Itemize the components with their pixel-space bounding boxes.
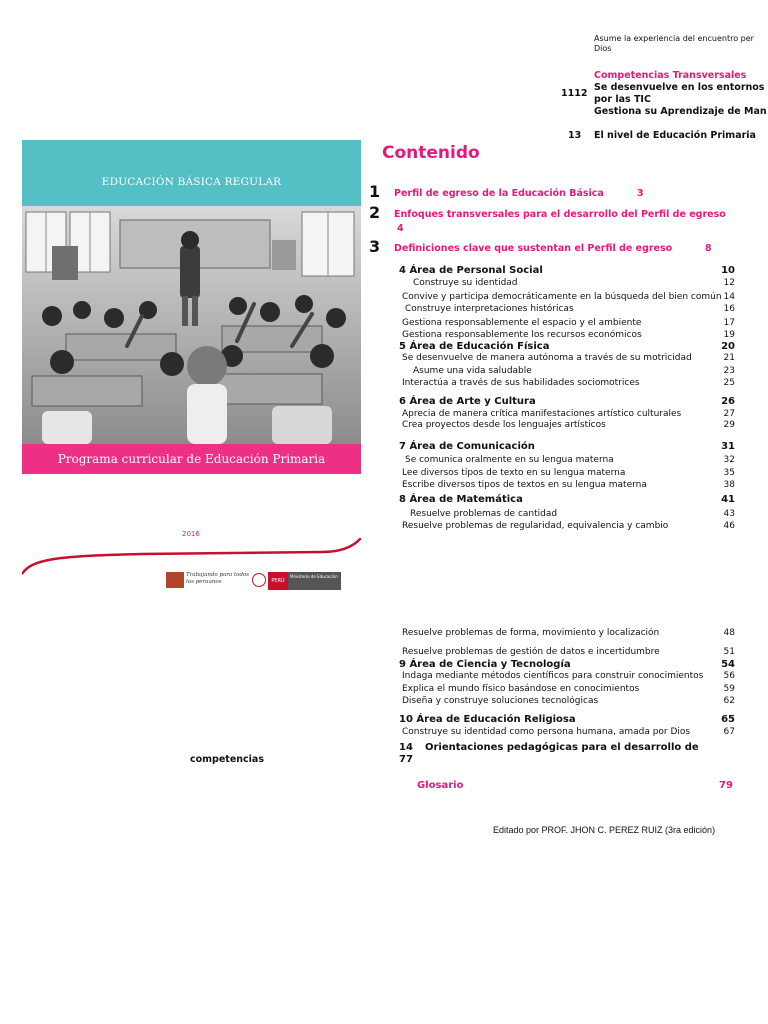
competencias-transversales-heading: Competencias Transversales [594,70,747,81]
toc-item[interactable]: Convive y participa democráticamente en la búsqueda del bien común [402,292,722,302]
ministry-logo-box: Ministerio de Educación [288,572,341,590]
section-1-page: 3 [637,188,644,199]
toc-item[interactable]: Diseña y construye soluciones tecnológicas [402,696,599,706]
area-4-page: 10 [721,265,735,276]
campaign-logo-photo [166,572,184,588]
toc-item[interactable]: Construye interpretaciones históricas [405,304,574,314]
toc-item-page: 17 [723,318,735,328]
cover-program-band [22,444,361,474]
area-4-title[interactable]: 4 Área de Personal Social [399,265,543,276]
cover-header-band [22,140,361,206]
toc-item[interactable]: Aprecia de manera crítica manifestaciones artístico culturales [402,409,682,419]
toc-item-page: 29 [723,420,735,430]
area-6-page: 26 [721,396,735,407]
toc-item[interactable]: Gestiona responsablemente los recursos económicos [402,330,642,340]
toc-item-page: 43 [723,509,735,519]
toc-item-page: 59 [723,684,735,694]
cover-program-title: Programa curricular de Educación Primaria [57,452,326,466]
toc-item-page: 19 [723,330,735,340]
competencias-label: competencias [190,754,265,765]
section-3-number: 3 [369,237,381,256]
contenido-title: Contenido [382,143,480,163]
toc-item-page: 46 [723,521,735,531]
page-13: 13 [568,130,582,141]
toc-item-page: 21 [723,353,735,363]
area-9-page: 54 [721,659,735,670]
toc-item[interactable]: Crea proyectos desde los lenguajes artísticos [402,420,606,430]
section-1-number: 1 [369,182,381,201]
section-14-link[interactable]: Orientaciones pedagógicas para el desarrollo de [425,742,699,753]
section-2-link[interactable]: Enfoques transversales para el desarrollo del Perfil de egreso [394,209,726,220]
glosario-page: 79 [719,780,733,791]
toc-item-page: 56 [723,671,735,681]
section-3-link[interactable]: Definiciones clave que sustentan el Perfil de egreso [394,243,673,254]
cover-year: 2016 [182,530,200,538]
cover-header-text: EDUCACIÓN BÁSICA REGULAR [101,176,282,188]
toc-item-page: 23 [723,366,735,376]
section-14-number: 14 [399,742,413,753]
classroom-photo [22,206,361,444]
area-7-title[interactable]: 7 Área de Comunicación [399,441,535,452]
toc-item[interactable]: Interactúa a través de sus habilidades sociomotrices [402,378,640,388]
toc-item[interactable]: Se comunica oralmente en su lengua materna [405,455,614,465]
toc-item-page: 38 [723,480,735,490]
section-14-page: 77 [399,754,413,765]
overflow-line-2: Dios [594,44,612,53]
toc-item[interactable]: Gestiona responsablemente el espacio y el ambiente [402,318,642,328]
section-1-link[interactable]: Perfil de egreso de la Educación Básica [394,188,604,199]
area-9-title[interactable]: 9 Área de Ciencia y Tecnología [399,659,571,670]
toc-item[interactable]: Resuelve problemas de forma, movimiento y localización [402,628,660,638]
peru-logo-box: PERÚ [268,572,288,590]
toc-item[interactable]: Explica el mundo físico basándose en conocimientos [402,684,640,694]
area-6-title[interactable]: 6 Área de Arte y Cultura [399,396,536,407]
aprendizaje-line: Gestiona su Aprendizaje de Man [594,106,767,117]
toc-item[interactable]: Lee diversos tipos de texto en su lengua materna [402,468,626,478]
toc-item-page: 62 [723,696,735,706]
entornos-line-2: por las TIC [594,94,651,105]
toc-item[interactable]: Asume una vida saludable [413,366,532,376]
toc-item-page: 48 [723,628,735,638]
toc-item[interactable]: Resuelve problemas de cantidad [410,509,558,519]
toc-item-page: 51 [723,647,735,657]
area-10-title[interactable]: 10 Área de Educación Religiosa [399,714,576,725]
toc-item-page: 14 [723,292,735,302]
edition-credit: Editado por PROF. JHON C. PEREZ RUIZ (3ra edición) [493,825,716,835]
overflow-line-1: Asume la experiencia del encuentro per [594,34,754,43]
section-2-page: 4 [397,223,404,234]
area-5-page: 20 [721,341,735,352]
toc-item-page: 12 [723,278,735,288]
toc-item[interactable]: Construye su identidad [413,278,518,288]
toc-item[interactable]: Construye su identidad como persona humana, amada por Dios [402,727,691,737]
toc-item[interactable]: Resuelve problemas de regularidad, equivalencia y cambio [402,521,669,531]
book-cover [22,140,361,590]
area-10-page: 65 [721,714,735,725]
toc-item-page: 67 [723,727,735,737]
toc-item[interactable]: Resuelve problemas de gestión de datos e incertidumbre [402,647,660,657]
area-5-title[interactable]: 5 Área de Educación Física [399,341,550,352]
entornos-line-1: Se desenvuelve en los entornos [594,82,765,93]
overflow-text-encuentro [594,34,768,54]
toc-item-page: 35 [723,468,735,478]
campaign-logo-text: Trabajando para todos los peruanos [186,572,250,585]
nivel-primaria: El nivel de Educación Primaria [594,130,756,141]
toc-item[interactable]: Indaga mediante métodos científicos para construir conocimientos [402,671,704,681]
toc-item-page: 16 [723,304,735,314]
peru-shield-icon [252,573,266,587]
glosario-link[interactable]: Glosario [417,780,464,791]
section-2-number: 2 [369,203,381,222]
toc-item-page: 25 [723,378,735,388]
area-7-page: 31 [721,441,735,452]
toc-item[interactable]: Se desenvuelve de manera autónoma a través de su motricidad [402,353,692,363]
area-8-title[interactable]: 8 Área de Matemática [399,494,523,505]
pages-1112: 1112 [561,88,588,99]
section-3-page: 8 [705,243,712,254]
area-8-page: 41 [721,494,735,505]
toc-item-page: 32 [723,455,735,465]
toc-item[interactable]: Escribe diversos tipos de textos en su lengua materna [402,480,647,490]
toc-item-page: 27 [723,409,735,419]
